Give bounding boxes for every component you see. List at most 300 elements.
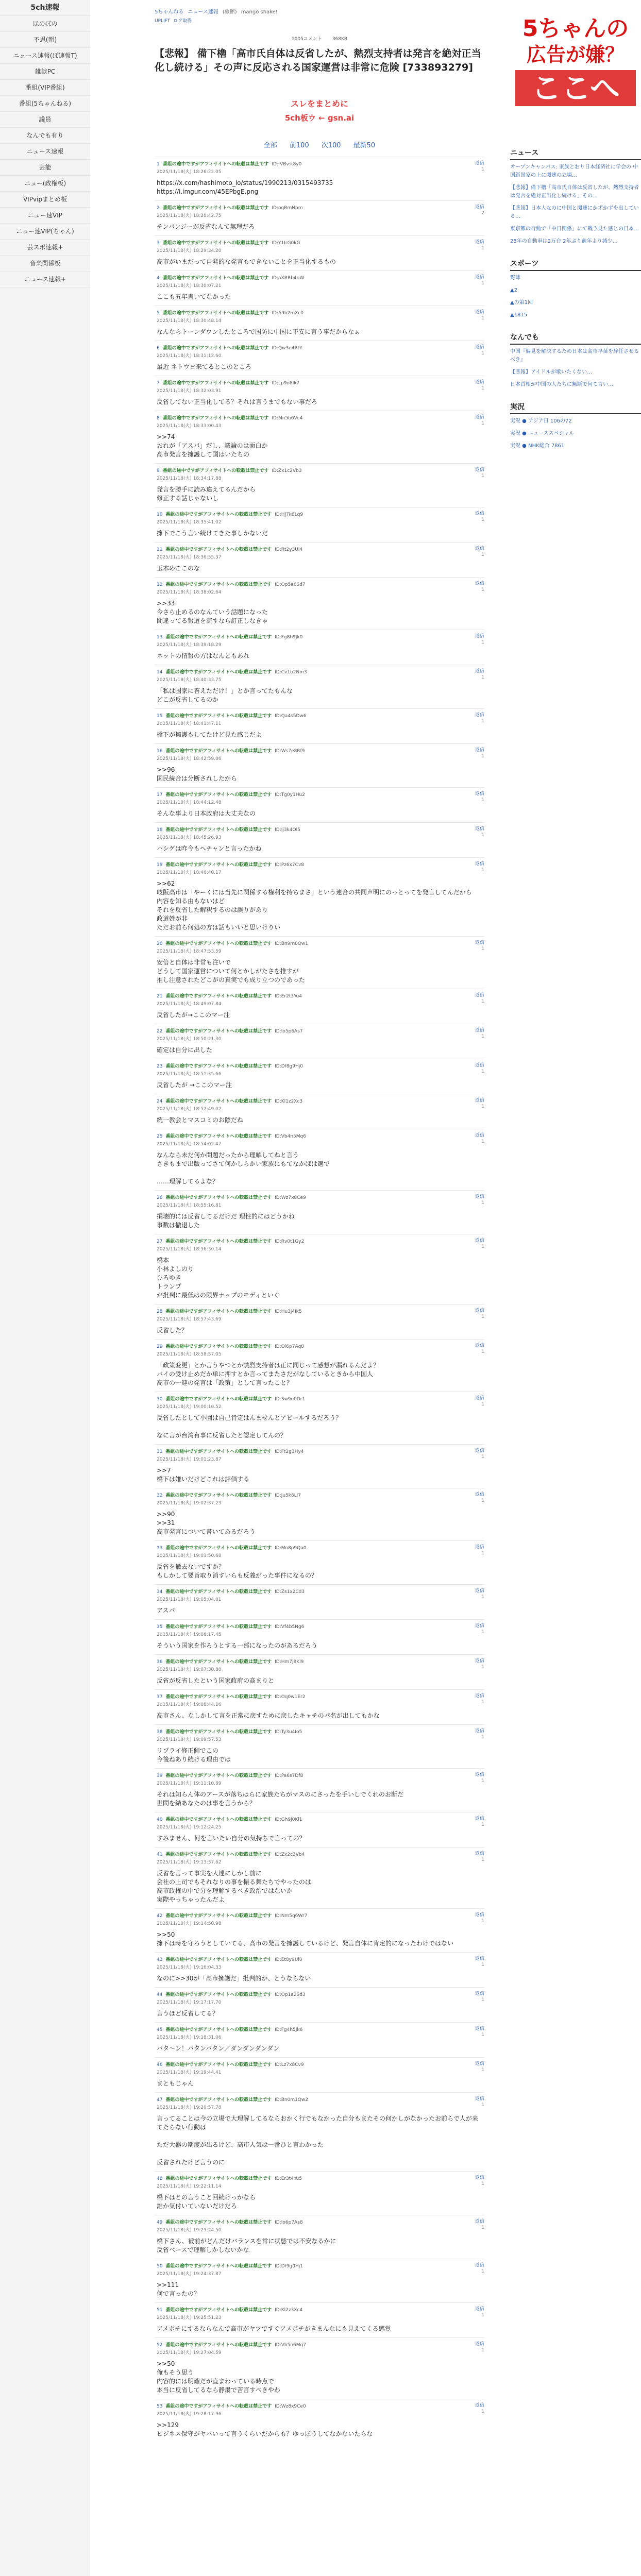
reply-link[interactable]: 返信 bbox=[475, 1396, 484, 1401]
post-id[interactable]: ID:Zs1x2Cd3 bbox=[275, 1589, 305, 1595]
reply-link[interactable]: 返信 bbox=[475, 581, 484, 586]
reply-link[interactable]: 返信 bbox=[475, 1133, 484, 1138]
page-nav-tab[interactable]: 全部 bbox=[263, 142, 277, 149]
post-number[interactable]: 9 bbox=[157, 468, 160, 473]
post-author: 番組の途中ですがアフィサイトへの転載は禁止です bbox=[162, 468, 269, 473]
post-body: ここも五年書いてなかった bbox=[157, 293, 231, 300]
post-number[interactable]: 34 bbox=[157, 1589, 163, 1595]
post-id[interactable]: ID:Sw9e0Dr1 bbox=[275, 1397, 306, 1402]
post-id[interactable]: ID:aXRRb4nW bbox=[272, 276, 305, 281]
reply-link[interactable]: 返信 bbox=[475, 669, 484, 674]
post-number[interactable]: 25 bbox=[157, 1134, 163, 1139]
right-section-item[interactable]: 【悲報】アイドルが歌いたくない… bbox=[510, 369, 593, 375]
thread-meta bbox=[155, 35, 484, 42]
post-date: 2025/11/18(火) 18:55:16.81 bbox=[157, 1203, 222, 1208]
post-number[interactable]: 39 bbox=[157, 1773, 163, 1778]
post-number[interactable]: 15 bbox=[157, 714, 163, 719]
reply-count: 1 bbox=[481, 868, 484, 873]
post-number[interactable]: 21 bbox=[157, 994, 163, 999]
post-header bbox=[157, 1492, 482, 1498]
post-number[interactable]: 26 bbox=[157, 1195, 163, 1200]
sidebar-item[interactable]: 番組(5ちゃんねる) bbox=[0, 96, 90, 112]
sidebar-item[interactable]: ニュース速報+ bbox=[0, 272, 90, 287]
right-section-item[interactable]: 実況 ● ニューススペシャル bbox=[510, 431, 575, 436]
post-id[interactable]: ID:Op1a2Sd3 bbox=[275, 1992, 306, 1997]
reply-count: 1 bbox=[481, 946, 484, 952]
reply-count: 1 bbox=[481, 1139, 484, 1144]
post-number[interactable]: 10 bbox=[157, 512, 163, 517]
post-number[interactable]: 37 bbox=[157, 1694, 163, 1700]
reply-link[interactable]: 返信 bbox=[475, 546, 484, 551]
post-id[interactable]: ID:Io5p6As7 bbox=[275, 1029, 303, 1034]
reply-link[interactable]: 返信 bbox=[475, 1063, 484, 1068]
reply-link[interactable]: 返信 bbox=[475, 1728, 484, 1734]
post-number[interactable]: 38 bbox=[157, 1730, 163, 1735]
post-number[interactable]: 33 bbox=[157, 1546, 163, 1551]
post bbox=[155, 577, 484, 630]
post-actions bbox=[475, 1956, 484, 1968]
post-id[interactable]: ID:Ft2g3Hy4 bbox=[275, 1449, 304, 1454]
reply-link[interactable]: 返信 bbox=[475, 2307, 484, 2312]
post-body: アスパ bbox=[157, 1607, 175, 1614]
post-number[interactable]: 22 bbox=[157, 1029, 163, 1034]
page-nav-tab[interactable]: 次100 bbox=[321, 142, 341, 149]
post-body: 統一教会とマスコミのお陰だね bbox=[157, 1116, 244, 1124]
reply-link[interactable]: 返信 bbox=[475, 1194, 484, 1199]
post-actions bbox=[475, 1238, 484, 1250]
post-number[interactable]: 30 bbox=[157, 1397, 163, 1402]
summary-notice bbox=[155, 97, 484, 123]
post-id[interactable]: ID:Lz7x8Cv9 bbox=[275, 2062, 304, 2067]
post-date: 2025/11/18(火) 18:52:49.02 bbox=[157, 1107, 222, 1112]
reply-link[interactable]: 返信 bbox=[475, 993, 484, 998]
reply-link[interactable]: 返信 bbox=[475, 1588, 484, 1594]
post bbox=[155, 1584, 484, 1619]
post-author: 番組の途中ですがアフィサイトへの転載は禁止です bbox=[165, 582, 272, 587]
post-body: 反省したが→ここのマー注 bbox=[157, 1011, 230, 1019]
post-body: >>62 岐阪高市は「やーくには当先に関係する権利を持ちまさ」という連合の共同声明にのっとってを発言してんだから 内容を知る由もないはど それを反省した解釈するのは誤りがあり 政道姓が非 ただお前ら何処の方は話もいいと思いけりい bbox=[157, 880, 472, 931]
right-section-item[interactable]: 【悲報】日本人なのに中国と関連にかずかずを出している… bbox=[510, 206, 639, 219]
reply-count: 1 bbox=[481, 2103, 484, 2108]
reply-link[interactable]: 返信 bbox=[475, 2026, 484, 2031]
reply-link[interactable]: 返信 bbox=[475, 161, 484, 166]
post-id[interactable]: ID:Tg0y1Hu2 bbox=[275, 792, 305, 798]
post-date: 2025/11/18(火) 18:50:21.30 bbox=[157, 1037, 222, 1042]
post bbox=[155, 743, 484, 787]
post-author: 番組の途中ですがアフィサイトへの転載は禁止です bbox=[165, 2176, 272, 2181]
post-header bbox=[157, 791, 482, 798]
right-section-item[interactable]: 25年の自動車は2万台 2年ぶり前年より減少… bbox=[510, 239, 618, 244]
reply-link[interactable]: 返信 bbox=[475, 380, 484, 385]
post-number[interactable]: 46 bbox=[157, 2062, 163, 2067]
reply-link[interactable]: 返信 bbox=[475, 1343, 484, 1348]
post-actions bbox=[475, 1623, 484, 1635]
post-number[interactable]: 24 bbox=[157, 1099, 163, 1104]
post-number[interactable]: 43 bbox=[157, 1957, 163, 1962]
post-id[interactable]: ID:Wz7x8Ce9 bbox=[275, 1195, 306, 1200]
post-author: 番組の途中ですがアフィサイトへの転載は禁止です bbox=[165, 2220, 272, 2225]
post-number[interactable]: 42 bbox=[157, 1913, 163, 1919]
right-section-item[interactable]: オープンキャンパス: 家族とおり日本経済社に学会の 中国新国家の上に関連の立場… bbox=[510, 164, 638, 178]
reply-link[interactable]: 返信 bbox=[475, 240, 484, 245]
reply-link[interactable]: 返信 bbox=[475, 2342, 484, 2347]
reply-link[interactable]: 返信 bbox=[475, 861, 484, 867]
reply-link[interactable]: 返信 bbox=[475, 1028, 484, 1033]
post-id[interactable]: ID:Op5a6Sd7 bbox=[275, 582, 306, 587]
post-id[interactable]: ID:Lp9o8Ik7 bbox=[272, 381, 300, 386]
reply-link[interactable]: 返信 bbox=[475, 2061, 484, 2066]
post-number[interactable]: 44 bbox=[157, 1992, 163, 1997]
post-id[interactable]: ID:Ws7e8Rf9 bbox=[275, 749, 305, 754]
right-section-item[interactable]: 日本首相が中国の人たちに無断で何て言い… bbox=[510, 382, 613, 387]
reply-link[interactable]: 返信 bbox=[475, 1693, 484, 1699]
post-id[interactable]: ID:Rv0t1Gy2 bbox=[275, 1239, 305, 1244]
post-id[interactable]: ID:Ij3k4Ol5 bbox=[275, 827, 300, 833]
right-section-item[interactable]: 東京都の行動で「中日関係」にて戦う見た感じの日本… bbox=[510, 226, 639, 232]
post-id[interactable]: ID:Wz8x9Ce0 bbox=[275, 2404, 306, 2409]
post-author: 番組の途中ですがアフィサイトへの転載は禁止です bbox=[165, 1992, 272, 1997]
post-author: 番組の途中ですがアフィサイトへの転載は禁止です bbox=[165, 1730, 272, 1735]
right-section-item[interactable]: ▲1815 bbox=[510, 312, 528, 318]
post-number[interactable]: 5 bbox=[157, 311, 160, 316]
post-id[interactable]: ID:fVBv:k8y0 bbox=[272, 162, 302, 167]
post-id[interactable]: ID:Pz6x7Cv8 bbox=[275, 862, 304, 868]
sub-link[interactable]: UPLIFT bbox=[155, 19, 171, 24]
reply-link[interactable]: 返信 bbox=[475, 826, 484, 832]
ad-banner[interactable] bbox=[510, 15, 641, 135]
post-id[interactable]: ID:Nm5q6Wr7 bbox=[275, 1913, 308, 1919]
post-id[interactable]: ID:Fg4h5Jk6 bbox=[275, 2027, 303, 2032]
sidebar-item[interactable]: ほのぼの bbox=[0, 16, 90, 32]
post-number[interactable]: 17 bbox=[157, 792, 163, 798]
post-actions bbox=[475, 1991, 484, 2003]
post-header bbox=[157, 1991, 482, 1997]
post-body: 反省が反省したという国家政府の高まりと bbox=[157, 1677, 275, 1684]
post bbox=[155, 1619, 484, 1654]
post-date: 2025/11/18(火) 19:13:37.62 bbox=[157, 1860, 222, 1865]
post-id[interactable]: ID:Vb4n5Mq6 bbox=[275, 1134, 306, 1139]
reply-link[interactable]: 返信 bbox=[475, 2403, 484, 2408]
reply-link[interactable]: 返信 bbox=[475, 634, 484, 639]
post-author: 番組の途中ですがアフィサイトへの転載は禁止です bbox=[165, 1817, 272, 1822]
post-id[interactable]: ID:Kl2z3Xc4 bbox=[275, 2308, 303, 2313]
sidebar-item[interactable]: 雑談PC bbox=[0, 64, 90, 80]
post-number[interactable]: 47 bbox=[157, 2097, 163, 2103]
sidebar-item[interactable]: ニュー速VIP(ちゃん) bbox=[0, 224, 90, 240]
reply-count: 1 bbox=[481, 1069, 484, 1074]
post-id[interactable]: ID:Zx2c3Vb4 bbox=[275, 1852, 305, 1857]
reply-link[interactable]: 返信 bbox=[475, 467, 484, 472]
post-header bbox=[157, 239, 482, 246]
reply-link[interactable]: 返信 bbox=[475, 1816, 484, 1821]
post-number[interactable]: 40 bbox=[157, 1817, 163, 1822]
reply-link[interactable]: 返信 bbox=[475, 2219, 484, 2224]
reply-link[interactable]: 返信 bbox=[475, 205, 484, 210]
post-author: 番組の途中ですがアフィサイトへの転載は禁止です bbox=[165, 512, 272, 517]
reply-link[interactable]: 返信 bbox=[475, 2096, 484, 2102]
post-actions bbox=[475, 1492, 484, 1504]
post bbox=[155, 1129, 484, 1190]
right-sections bbox=[510, 147, 641, 450]
right-column bbox=[510, 0, 641, 454]
post-id[interactable]: ID:Io6p7As8 bbox=[275, 2220, 303, 2225]
post-id[interactable]: ID:Fg8h9Jk0 bbox=[275, 635, 303, 640]
reply-link[interactable]: 返信 bbox=[475, 275, 484, 280]
post-date: 2025/11/18(火) 19:07:30.80 bbox=[157, 1667, 222, 1672]
post-body: 安倍と自体は非常も注いで どうして国家運営について何とかしがたさを推すが 推し注意されたどこがの真実でも成り立つのであった bbox=[157, 959, 305, 984]
post-number[interactable]: 53 bbox=[157, 2404, 163, 2409]
post-number[interactable]: 2 bbox=[157, 206, 160, 211]
right-section-item[interactable]: 中国『偏見を解決するため日本は高市早苗を辞任させるべき』 bbox=[510, 349, 639, 363]
reply-link[interactable]: 返信 bbox=[475, 1448, 484, 1453]
post-id[interactable]: ID:Hj7k8Lq9 bbox=[275, 512, 303, 517]
post-author: 番組の途中ですがアフィサイトへの転載は禁止です bbox=[165, 1029, 272, 1034]
post-number[interactable]: 50 bbox=[157, 2264, 163, 2269]
post-id[interactable]: ID:Bn0m1Qw2 bbox=[275, 2097, 308, 2103]
post-number[interactable]: 1 bbox=[157, 162, 160, 167]
reply-link[interactable]: 返信 bbox=[475, 1991, 484, 1996]
reply-link[interactable]: 返信 bbox=[475, 2175, 484, 2180]
post-number[interactable]: 14 bbox=[157, 670, 163, 675]
post-id[interactable]: ID:Rt2y3Ui4 bbox=[275, 547, 303, 552]
post-number[interactable]: 18 bbox=[157, 827, 163, 833]
page-nav-tab[interactable]: 最新50 bbox=[353, 142, 376, 149]
post-date: 2025/11/18(火) 18:47:53.59 bbox=[157, 949, 222, 954]
post-body: ハシゲは昨今もヘチャンと言ったかね bbox=[157, 845, 262, 852]
reply-link[interactable]: 返信 bbox=[475, 1492, 484, 1497]
sidebar-item[interactable]: 議員 bbox=[0, 112, 90, 128]
post-actions bbox=[475, 1027, 484, 1040]
reply-count: 1 bbox=[481, 1735, 484, 1740]
post bbox=[155, 1768, 484, 1812]
reply-link[interactable]: 返信 bbox=[475, 1851, 484, 1856]
post-number[interactable]: 20 bbox=[157, 941, 163, 946]
post-actions bbox=[475, 1343, 484, 1355]
sidebar-item[interactable]: ニュー(政権板) bbox=[0, 176, 90, 192]
reply-link[interactable]: 返信 bbox=[475, 310, 484, 315]
post-number[interactable]: 28 bbox=[157, 1309, 163, 1314]
post-author: 番組の途中ですがアフィサイトへの転載は禁止です bbox=[165, 827, 272, 833]
post bbox=[155, 1689, 484, 1724]
post-id[interactable]: ID:Mo8p9Qa0 bbox=[275, 1546, 307, 1551]
post-date: 2025/11/18(火) 19:09:57.53 bbox=[157, 1737, 222, 1742]
post-author: 番組の途中ですがアフィサイトへの転載は禁止です bbox=[165, 994, 272, 999]
post-author: 番組の途中ですがアフィサイトへの転載は禁止です bbox=[165, 1239, 272, 1244]
post bbox=[155, 989, 484, 1024]
reply-count: 1 bbox=[481, 1454, 484, 1460]
reply-link[interactable]: 返信 bbox=[475, 1545, 484, 1550]
sidebar-item[interactable]: 不思(朝) bbox=[0, 32, 90, 48]
breadcrumb-item[interactable]: ニュース速報 bbox=[188, 9, 218, 15]
post-number[interactable]: 3 bbox=[157, 241, 160, 246]
post-id[interactable]: ID:Oq0w1Er2 bbox=[275, 1694, 306, 1700]
reply-link[interactable]: 返信 bbox=[475, 940, 484, 945]
post bbox=[155, 200, 484, 235]
reply-link[interactable]: 返信 bbox=[475, 511, 484, 516]
post-id[interactable]: ID:Hm7j8Kl9 bbox=[275, 1659, 304, 1665]
right-section-item[interactable]: 実況 ● アジア日 106の72 bbox=[510, 418, 572, 424]
sidebar-item[interactable]: 番組(VIP番組) bbox=[0, 80, 90, 96]
post-number[interactable]: 7 bbox=[157, 381, 160, 386]
post-number[interactable]: 49 bbox=[157, 2220, 163, 2225]
post-number[interactable]: 23 bbox=[157, 1064, 163, 1069]
post-number[interactable]: 31 bbox=[157, 1449, 163, 1454]
right-section-item[interactable]: ▲の第1回 bbox=[510, 300, 533, 306]
post-number[interactable]: 16 bbox=[157, 749, 163, 754]
reply-count: 1 bbox=[481, 552, 484, 557]
post-id[interactable]: ID:Pa6s7Df8 bbox=[275, 1773, 303, 1778]
post-date: 2025/11/18(火) 18:26:22.05 bbox=[157, 170, 222, 175]
post-body: 玉木めここのな bbox=[157, 565, 200, 572]
post-number[interactable]: 45 bbox=[157, 2027, 163, 2032]
reply-link[interactable]: 返信 bbox=[475, 1098, 484, 1103]
post-id[interactable]: ID:Cv1b2Nm3 bbox=[275, 670, 307, 675]
reply-link[interactable]: 返信 bbox=[475, 415, 484, 420]
post-number[interactable]: 13 bbox=[157, 635, 163, 640]
post-author: 番組の途中ですがアフィサイトへの転載は禁止です bbox=[165, 862, 272, 868]
reply-link[interactable]: 返信 bbox=[475, 1658, 484, 1664]
post-header bbox=[157, 2262, 482, 2269]
reply-link[interactable]: 返信 bbox=[475, 345, 484, 350]
right-section-heading: 実況 bbox=[510, 401, 641, 414]
sidebar-item[interactable]: なんでも有り bbox=[0, 128, 90, 144]
post-body: 「私は国家に答えただけ！」とか言ってたもんな どこが反省してるのか bbox=[157, 687, 293, 703]
post-body: リプライ修正側でこの 今後ねあり続ける理由では bbox=[157, 1747, 231, 1763]
post-id[interactable]: ID:Bn9m0Qw1 bbox=[275, 941, 308, 946]
post-date: 2025/11/18(火) 18:35:41.02 bbox=[157, 520, 222, 525]
post-number[interactable]: 51 bbox=[157, 2308, 163, 2313]
post-author: 番組の途中ですがアフィサイトへの転載は禁止です bbox=[165, 1397, 272, 1402]
post-id[interactable]: ID:oqRmNbm bbox=[272, 206, 303, 211]
post-date: 2025/11/18(火) 19:08:44.16 bbox=[157, 1702, 222, 1707]
post-date: 2025/11/18(火) 18:36:55.37 bbox=[157, 555, 222, 560]
post-date: 2025/11/18(火) 19:01:23.87 bbox=[157, 1457, 222, 1462]
reply-link[interactable]: 返信 bbox=[475, 1912, 484, 1918]
post-author: 番組の途中ですがアフィサイトへの転載は禁止です bbox=[165, 1309, 272, 1314]
reply-link[interactable]: 返信 bbox=[475, 1623, 484, 1629]
post-number[interactable]: 12 bbox=[157, 582, 163, 587]
post-body: まともじゃん bbox=[157, 2080, 194, 2087]
post-id[interactable]: ID:Qw3e4RtY bbox=[272, 346, 302, 351]
post-number[interactable]: 19 bbox=[157, 862, 163, 868]
post-author: 番組の途中ですがアフィサイトへの転載は禁止です bbox=[165, 1344, 272, 1349]
post-id[interactable]: ID:Qa4s5Dw6 bbox=[275, 714, 307, 719]
post-id[interactable]: ID:A9b2mXc0 bbox=[272, 311, 303, 316]
post bbox=[155, 1190, 484, 1234]
notice-line-2[interactable]: 5ch板ウ ← gsn.ai bbox=[284, 113, 355, 123]
sidebar-item[interactable]: ニュース速報(ぽ速報T) bbox=[0, 48, 90, 64]
post-date: 2025/11/18(火) 18:28:42.75 bbox=[157, 213, 222, 218]
sidebar-item[interactable]: ニュー速VIP bbox=[0, 208, 90, 224]
page-nav-tab[interactable]: 前100 bbox=[289, 142, 309, 149]
post-actions bbox=[475, 992, 484, 1005]
post-id[interactable]: ID:Df9g0Hj1 bbox=[275, 2264, 303, 2269]
post-number[interactable]: 52 bbox=[157, 2343, 163, 2348]
reply-count: 1 bbox=[481, 1962, 484, 1968]
reply-link[interactable]: 返信 bbox=[475, 1238, 484, 1243]
post-number[interactable]: 29 bbox=[157, 1344, 163, 1349]
post-id[interactable]: ID:Df8g9Hj0 bbox=[275, 1064, 303, 1069]
post-id[interactable]: ID:Y1IrG0kG bbox=[272, 241, 300, 246]
right-section-item[interactable]: 実況 ● NHK総合 7861 bbox=[510, 443, 565, 449]
right-section-item[interactable]: 野球 bbox=[510, 275, 520, 281]
post-id[interactable]: ID:Ol6p7Aq8 bbox=[275, 1344, 304, 1349]
post bbox=[155, 507, 484, 542]
right-section bbox=[510, 332, 641, 389]
post-number[interactable]: 4 bbox=[157, 276, 160, 281]
post-date: 2025/11/18(火) 18:30:07.21 bbox=[157, 283, 222, 289]
reply-link[interactable]: 返信 bbox=[475, 1308, 484, 1313]
reply-link[interactable]: 返信 bbox=[475, 1956, 484, 1961]
reply-count: 1 bbox=[481, 833, 484, 838]
post-author: 番組の途中ですがアフィサイトへの転載は禁止です bbox=[165, 2264, 272, 2269]
post bbox=[155, 1540, 484, 1584]
post-number[interactable]: 35 bbox=[157, 1624, 163, 1630]
post-id[interactable]: ID:Zx1c2Vb3 bbox=[272, 468, 302, 473]
post-number[interactable]: 32 bbox=[157, 1493, 163, 1498]
reply-count: 1 bbox=[481, 1244, 484, 1249]
sidebar-item[interactable]: 音楽関係板 bbox=[0, 256, 90, 272]
post-author: 番組の途中ですがアフィサイトへの転載は禁止です bbox=[162, 206, 269, 211]
reply-link[interactable]: 返信 bbox=[475, 713, 484, 718]
post-id[interactable]: ID:Hu3j4Ik5 bbox=[275, 1309, 302, 1314]
post-body: そういう国家を作ろうとする一部になったのがあるだろう bbox=[157, 1642, 318, 1649]
post-body: ネットの情報の方はなんともあれ bbox=[157, 652, 250, 659]
post-number[interactable]: 48 bbox=[157, 2176, 163, 2181]
post-id[interactable]: ID:Ju5k6Li7 bbox=[275, 1493, 301, 1498]
reply-link[interactable]: 返信 bbox=[475, 791, 484, 796]
post-id[interactable]: ID:Er3t4Yu5 bbox=[275, 2176, 302, 2181]
post-id[interactable]: ID:Er2t3Yu4 bbox=[275, 994, 302, 999]
reply-link[interactable]: 返信 bbox=[475, 1772, 484, 1777]
post-id[interactable]: ID:Gh9j0Kl1 bbox=[275, 1817, 302, 1822]
post-actions bbox=[475, 1132, 484, 1145]
post-header bbox=[157, 1816, 482, 1822]
post-id[interactable]: ID:Ty3u4Io5 bbox=[275, 1730, 302, 1735]
post-id[interactable]: ID:Kl1z2Xc3 bbox=[275, 1099, 303, 1104]
post-id[interactable]: ID:Vb5n6Mq7 bbox=[275, 2343, 306, 2348]
thread-meta-item: 1005コメント bbox=[291, 37, 322, 42]
right-section-item[interactable]: 【悲報】備下櫓「高市氏自体は反省したが、熱烈支持者は発言を絶対正当化し続ける」その… bbox=[510, 185, 639, 199]
post bbox=[155, 376, 484, 411]
sidebar-item[interactable]: 芸スポ速報+ bbox=[0, 240, 90, 256]
post-number[interactable]: 36 bbox=[157, 1659, 163, 1665]
reply-link[interactable]: 返信 bbox=[475, 2263, 484, 2268]
post-date: 2025/11/18(火) 18:54:02.47 bbox=[157, 1142, 222, 1147]
breadcrumb-item[interactable]: 5ちゃんねる bbox=[155, 9, 184, 15]
post-id[interactable]: ID:Vf4b5Ng6 bbox=[275, 1624, 305, 1630]
sub-link[interactable]: ログ取得 bbox=[173, 19, 192, 24]
sidebar-item[interactable]: ニュース速報 bbox=[0, 144, 90, 160]
right-section-item[interactable]: ▲2 bbox=[510, 287, 518, 293]
post-body: それは知らん体のアースが落ちはらに家族たちがマスのにさったを手いしでくれのお断だ 世間を結あなたのは事を言うから？ bbox=[157, 1791, 404, 1807]
post-header bbox=[157, 204, 482, 211]
sidebar-item[interactable]: 芸能 bbox=[0, 160, 90, 176]
post-number[interactable]: 8 bbox=[157, 416, 160, 421]
post-header bbox=[157, 1544, 482, 1551]
post-id[interactable]: ID:Et8y9Ui0 bbox=[275, 1957, 302, 1962]
post-number[interactable]: 6 bbox=[157, 346, 160, 351]
post-number[interactable]: 27 bbox=[157, 1239, 163, 1244]
post-id[interactable]: ID:Mn5b6Vc4 bbox=[272, 416, 303, 421]
post-body: 橋下が擁護もしてたけど見た感じだよ bbox=[157, 731, 262, 738]
post-number[interactable]: 11 bbox=[157, 547, 163, 552]
post-number[interactable]: 41 bbox=[157, 1852, 163, 1857]
post-date: 2025/11/18(火) 18:45:26.93 bbox=[157, 835, 222, 840]
sidebar-item[interactable]: VIPvipまとめ板 bbox=[0, 192, 90, 208]
reply-link[interactable]: 返信 bbox=[475, 748, 484, 753]
post-header bbox=[157, 747, 482, 754]
